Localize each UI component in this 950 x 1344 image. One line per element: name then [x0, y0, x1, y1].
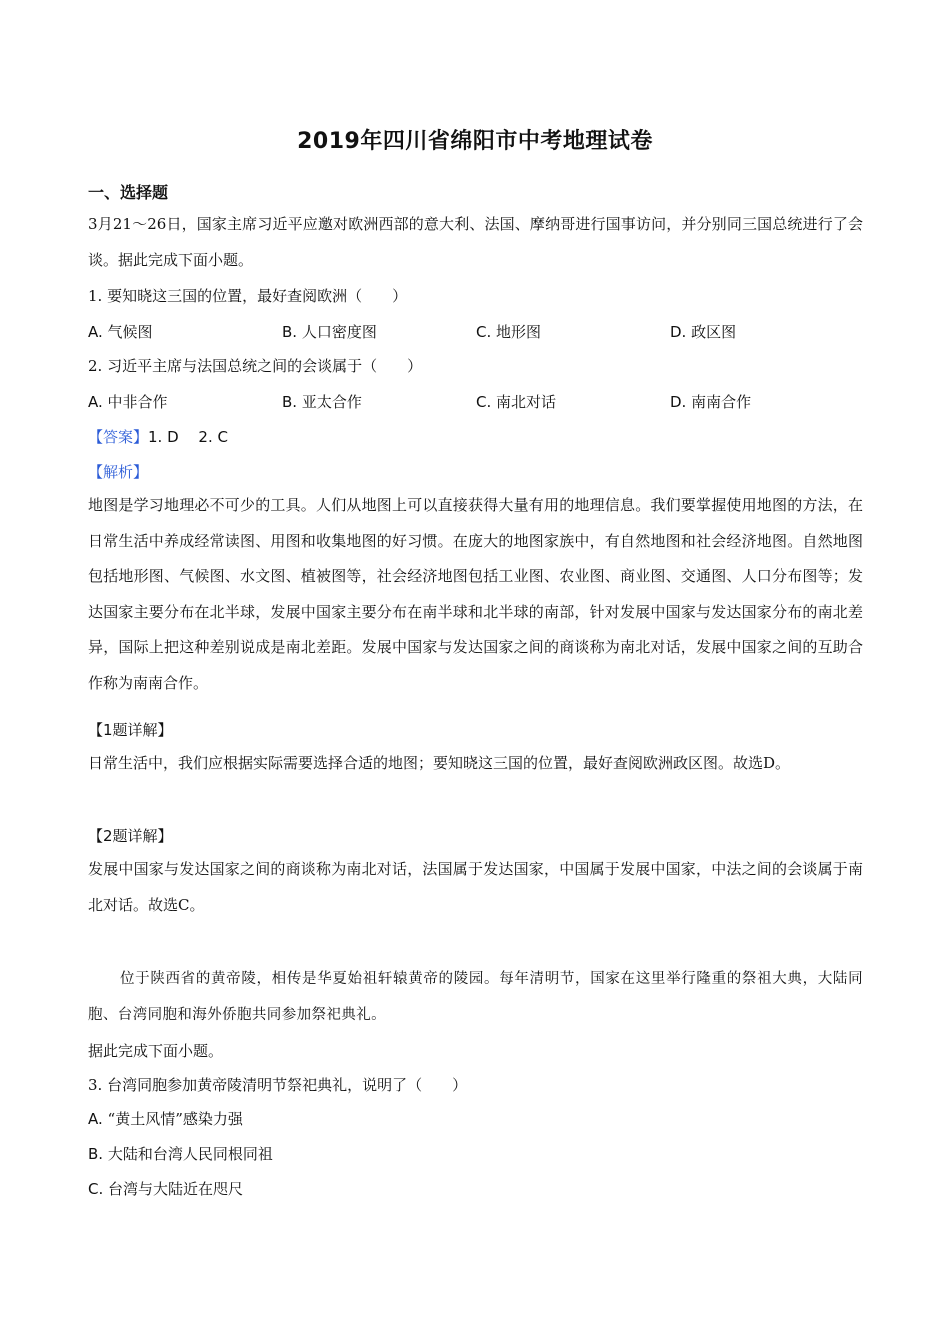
analysis-label: 【解析】: [88, 463, 149, 481]
analysis-text: 地图是学习地理必不可少的工具。人们从地图上可以直接获得大量有用的地理信息。我们要掌握使用地图的方法，在日常生活中养成经常读图、用图和收集地图的好习惯。在庞大的地图家族中，有自然地图和社会经济地图。自然地图包括地形图、气候图、水文图、植被图等，社会经济地图包括工业图、农业图、商业图、交通图、人口分布图等；发达国家主要分布在北半球，发展中国家主要分布在南半球和北半球的南部，针对发展中国家与发达国家分布的南北差异，国际上把这种差别说成是南北差距。发展中国家与发达国家之间的商谈称为南北对话，发展中国家之间的互助合作称为南南合作。: [88, 496, 863, 692]
question-1-options: [88, 321, 863, 343]
answer-label: 【答案】: [88, 428, 149, 446]
question-3-option-b: B. 大陆和台湾人民同根同祖: [88, 1145, 273, 1163]
question-3-option-c: C. 台湾与大陆近在咫尺: [88, 1180, 244, 1198]
question-2-option-d: D. 南南合作: [670, 393, 752, 411]
question-1-option-c: C. 地形图: [476, 323, 542, 341]
question-1-option-a: A. 气候图: [88, 323, 153, 341]
answer-line: [88, 426, 228, 448]
question-2-options: [88, 391, 863, 413]
answer-text: 1. D 2. C: [148, 428, 228, 446]
passage-2: 位于陕西省的黄帝陵，相传是华夏始祖轩辕黄帝的陵园。每年清明节，国家在这里举行隆重的祭祖大典，大陆同胞、台湾同胞和海外侨胞共同参加祭祀典礼。: [88, 971, 863, 1023]
question-1-stem: 1. 要知晓这三国的位置，最好查阅欧洲（ ）: [88, 287, 408, 305]
question-2-stem: 2. 习近平主席与法国总统之间的会谈属于（ ）: [88, 357, 423, 375]
question-1-option-d: D. 政区图: [670, 323, 737, 341]
page-title: 2019年四川省绵阳市中考地理试卷: [297, 129, 653, 154]
question-3-stem: 3. 台湾同胞参加黄帝陵清明节祭祀典礼，说明了（ ）: [88, 1076, 468, 1094]
question-2-option-a: A. 中非合作: [88, 393, 168, 411]
detail-2-label: 【2题详解】: [88, 827, 173, 845]
passage-2-tail: 据此完成下面小题。: [88, 1042, 224, 1060]
question-3-option-a: A. “黄土风情”感染力强: [88, 1110, 243, 1128]
detail-2-text: 发展中国家与发达国家之间的商谈称为南北对话，法国属于发达国家，中国属于发展中国家，中法之间的会谈属于南北对话。故选C。: [88, 860, 863, 914]
section-heading: 一、选择题: [88, 183, 169, 202]
question-2-option-b: B. 亚太合作: [282, 393, 362, 411]
question-2-option-c: C. 南北对话: [476, 393, 557, 411]
passage-1: 3月21～26日，国家主席习近平应邀对欧洲西部的意大利、法国、摩纳哥进行国事访问，并分别同三国总统进行了会谈。据此完成下面小题。: [88, 215, 863, 269]
detail-1-text: 日常生活中，我们应根据实际需要选择合适的地图；要知晓这三国的位置，最好查阅欧洲政区图。故选D。: [88, 754, 791, 772]
detail-1-label: 【1题详解】: [88, 721, 173, 739]
question-1-option-b: B. 人口密度图: [282, 323, 377, 341]
